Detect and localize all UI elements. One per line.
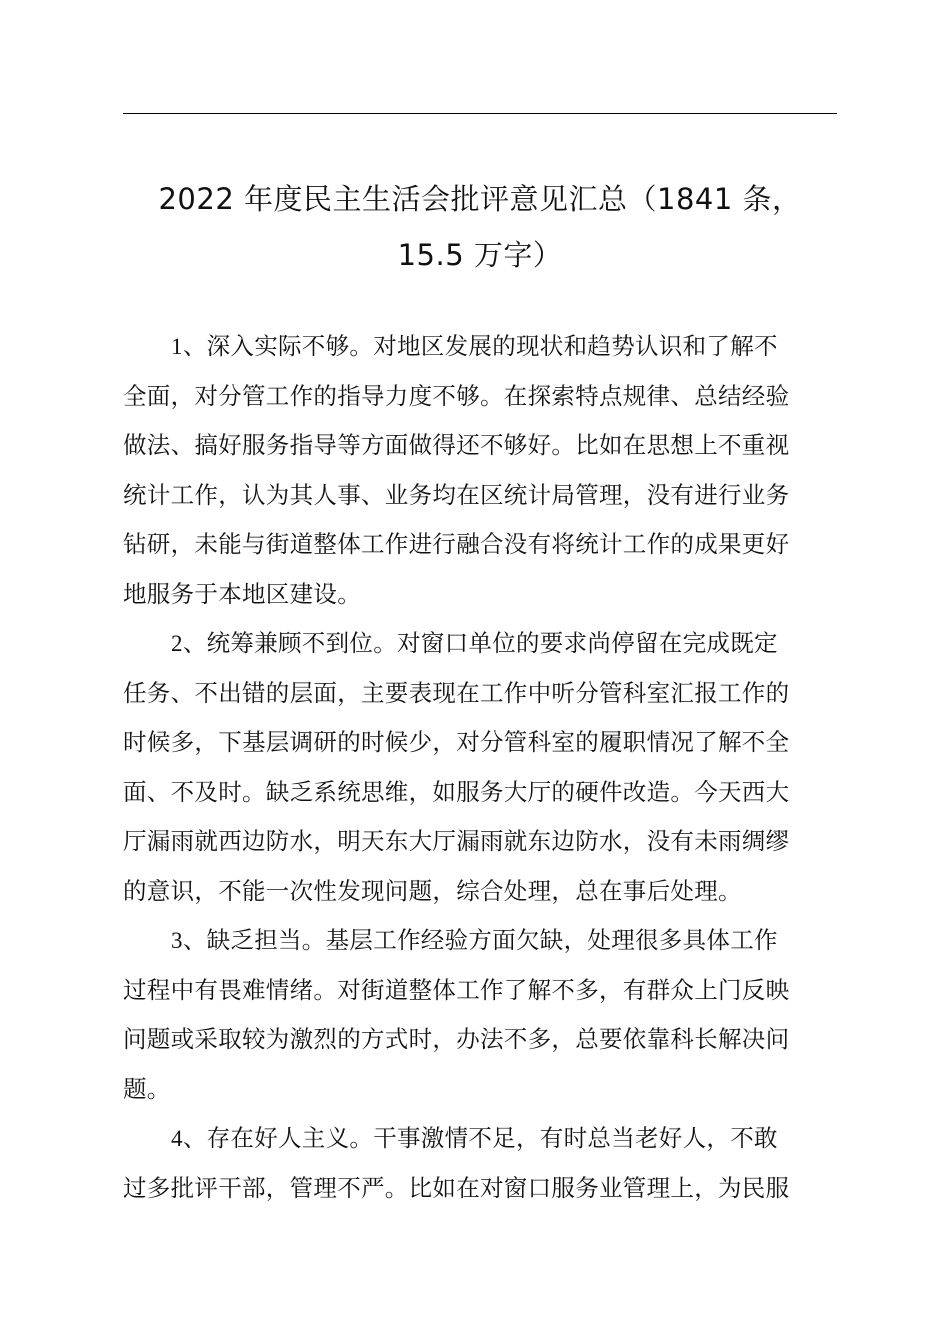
paragraph-line: 过程中有畏难情绪。对街道整体工作了解不多，有群众上门反映 bbox=[123, 975, 790, 1004]
paragraph-3 bbox=[123, 916, 839, 1114]
paragraph-number: 1 bbox=[171, 334, 183, 359]
paragraph-number: 3 bbox=[171, 928, 183, 953]
paragraph-number: 4 bbox=[171, 1126, 183, 1151]
paragraph-line: 题。 bbox=[123, 1074, 171, 1103]
paragraph-line: 过多批评干部，管理不严。比如在对窗口服务业管理上，为民服 bbox=[123, 1173, 790, 1202]
paragraph-4 bbox=[123, 1114, 839, 1213]
paragraph-1 bbox=[123, 322, 839, 619]
paragraph-number: 2 bbox=[171, 631, 183, 656]
paragraph-line: 厅漏雨就西边防水，明天东大厅漏雨就东边防水，没有未雨绸缪 bbox=[123, 827, 790, 855]
paragraph-line: 全面，对分管工作的指导力度不够。在探索特点规律、总结经验 bbox=[123, 381, 790, 410]
paragraph-line: 、存在好人主义。干事激情不足，有时总当老好人，不敢 bbox=[182, 1124, 778, 1152]
title-line-2: 15.5 万字） bbox=[397, 238, 563, 272]
paragraph-line: 统计工作，认为其人事、业务均在区统计局管理，没有进行业务 bbox=[123, 480, 790, 509]
paragraph-line: 任务、不出错的层面，主要表现在工作中听分管科室汇报工作的 bbox=[123, 678, 790, 707]
paragraph-line: 地服务于本地区建设。 bbox=[123, 579, 361, 608]
paragraph-line: 、统筹兼顾不到位。对窗口单位的要求尚停留在完成既定 bbox=[182, 629, 778, 657]
paragraph-2 bbox=[123, 619, 839, 916]
paragraph-line: 、缺乏担当。基层工作经验方面欠缺，处理很多具体工作 bbox=[182, 926, 778, 954]
paragraph-line: 面、不及时。缺乏系统思维，如服务大厅的硬件改造。今天西大 bbox=[123, 777, 790, 806]
document-title bbox=[100, 171, 860, 283]
title-line-1: 2022 年度民主生活会批评意见汇总（1841 条， bbox=[158, 182, 802, 216]
paragraph-line: 、深入实际不够。对地区发展的现状和趋势认识和了解不 bbox=[182, 332, 778, 360]
header-rule bbox=[123, 113, 837, 114]
paragraph-line: 钻研，未能与街道整体工作进行融合没有将统计工作的成果更好 bbox=[123, 530, 790, 558]
paragraph-line: 时候多，下基层调研的时候少，对分管科室的履职情况了解不全 bbox=[123, 728, 790, 756]
paragraph-line: 问题或采取较为激烈的方式时，办法不多，总要依靠科长解决问 bbox=[123, 1025, 790, 1053]
document-body bbox=[123, 322, 839, 1213]
paragraph-line: 做法、搞好服务指导等方面做得还不够好。比如在思想上不重视 bbox=[123, 431, 790, 459]
paragraph-line: 的意识，不能一次性发现问题，综合处理，总在事后处理。 bbox=[123, 876, 742, 905]
